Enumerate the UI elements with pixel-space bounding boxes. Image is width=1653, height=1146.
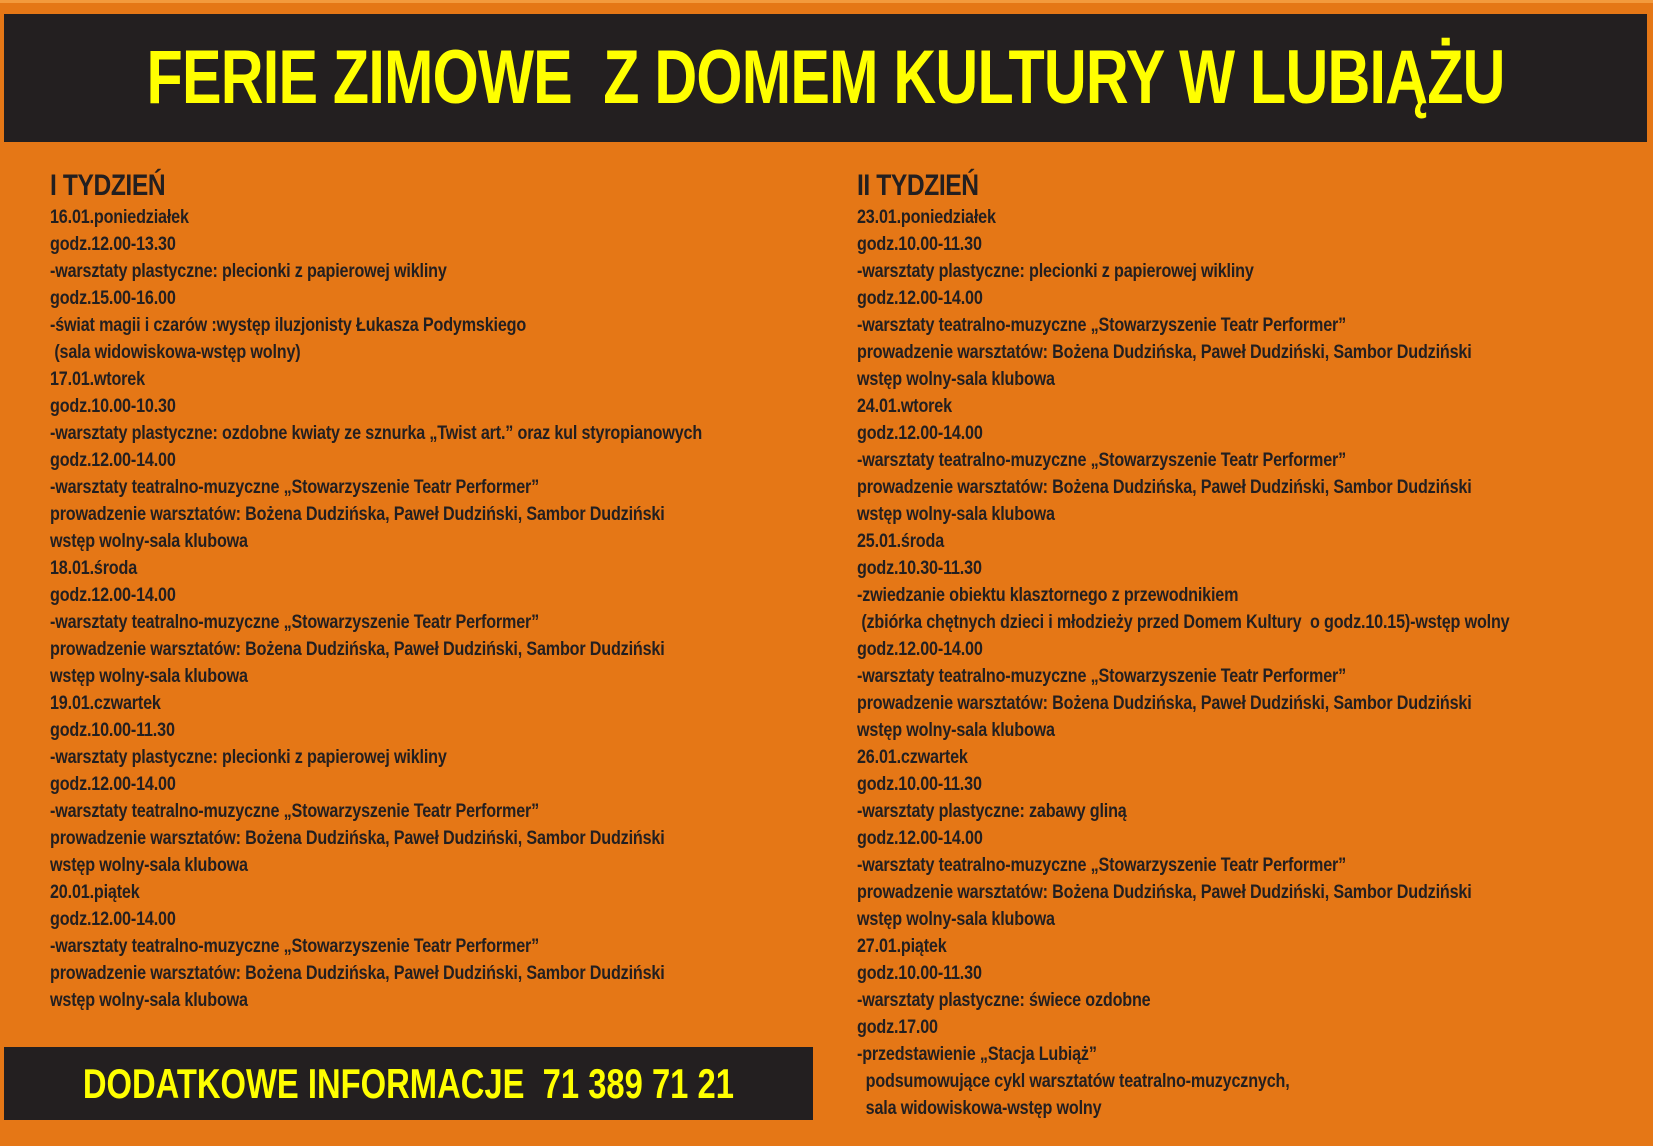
schedule-line: godz.15.00-16.00 xyxy=(50,288,176,309)
schedule-line: -warsztaty teatralno-muzyczne „Stowarzyszenie Teatr Performer” xyxy=(50,936,540,957)
schedule-line: prowadzenie warsztatów: Bożena Dudzińska, Paweł Dudziński, Sambor Dudziński xyxy=(50,504,665,525)
schedule-line: godz.12.00-14.00 xyxy=(50,909,176,930)
week-1-column xyxy=(50,168,850,1014)
info-banner xyxy=(4,1047,813,1120)
schedule-line: wstęp wolny-sala klubowa xyxy=(857,720,1055,741)
schedule-line: -warsztaty teatralno-muzyczne „Stowarzyszenie Teatr Performer” xyxy=(857,666,1347,687)
schedule-line: godz.10.00-11.30 xyxy=(857,234,982,255)
schedule-line: 24.01.wtorek xyxy=(857,396,952,417)
week-2-schedule xyxy=(857,204,1647,1122)
schedule-line: 27.01.piątek xyxy=(857,936,947,957)
schedule-line: -warsztaty plastyczne: ozdobne kwiaty ze sznurka „Twist art.” oraz kul styropianowych xyxy=(50,423,703,444)
schedule-line: 23.01.poniedziałek xyxy=(857,207,996,228)
schedule-line: godz.12.00-14.00 xyxy=(50,450,176,471)
schedule-line: godz.17.00 xyxy=(857,1017,938,1038)
schedule-line: prowadzenie warsztatów: Bożena Dudzińska, Paweł Dudziński, Sambor Dudziński xyxy=(857,477,1472,498)
schedule-line: -przedstawienie „Stacja Lubiąż” xyxy=(857,1044,1097,1065)
schedule-line: godz.12.00-14.00 xyxy=(50,774,176,795)
title-banner xyxy=(4,14,1647,142)
schedule-line: wstęp wolny-sala klubowa xyxy=(50,531,248,552)
poster-title: FERIE ZIMOWE Z DOMEM KULTURY W LUBIĄŻU xyxy=(146,35,1505,120)
schedule-line: godz.12.00-14.00 xyxy=(50,585,176,606)
schedule-line: -warsztaty teatralno-muzyczne „Stowarzyszenie Teatr Performer” xyxy=(857,315,1347,336)
schedule-line: -warsztaty plastyczne: plecionki z papierowej wikliny xyxy=(50,261,447,282)
week-1-heading: I TYDZIEŃ xyxy=(50,169,166,202)
schedule-line: 20.01.piątek xyxy=(50,882,140,903)
schedule-line: godz.10.00-11.30 xyxy=(50,720,175,741)
schedule-line: -warsztaty plastyczne: plecionki z papierowej wikliny xyxy=(857,261,1254,282)
schedule-line: godz.12.00-14.00 xyxy=(857,423,983,444)
schedule-line: prowadzenie warsztatów: Bożena Dudzińska, Paweł Dudziński, Sambor Dudziński xyxy=(50,828,665,849)
schedule-line: godz.10.00-10.30 xyxy=(50,396,176,417)
schedule-line: godz.12.00-14.00 xyxy=(857,288,983,309)
week-2-column xyxy=(857,168,1647,1122)
schedule-line: -zwiedzanie obiektu klasztornego z przewodnikiem xyxy=(857,585,1239,606)
schedule-line: godz.10.30-11.30 xyxy=(857,558,982,579)
schedule-line: wstęp wolny-sala klubowa xyxy=(857,504,1055,525)
schedule-line: 19.01.czwartek xyxy=(50,693,161,714)
schedule-line: prowadzenie warsztatów: Bożena Dudzińska, Paweł Dudziński, Sambor Dudziński xyxy=(857,342,1472,363)
schedule-line: prowadzenie warsztatów: Bożena Dudzińska, Paweł Dudziński, Sambor Dudziński xyxy=(50,963,665,984)
schedule-line: godz.12.00-14.00 xyxy=(857,828,983,849)
schedule-line: -warsztaty teatralno-muzyczne „Stowarzyszenie Teatr Performer” xyxy=(857,855,1347,876)
schedule-line: godz.12.00-14.00 xyxy=(857,639,983,660)
schedule-line: prowadzenie warsztatów: Bożena Dudzińska, Paweł Dudziński, Sambor Dudziński xyxy=(857,882,1472,903)
schedule-line: wstęp wolny-sala klubowa xyxy=(50,990,248,1011)
schedule-line: godz.10.00-11.30 xyxy=(857,774,982,795)
schedule-line: -warsztaty plastyczne: zabawy gliną xyxy=(857,801,1127,822)
schedule-line: prowadzenie warsztatów: Bożena Dudzińska, Paweł Dudziński, Sambor Dudziński xyxy=(50,639,665,660)
schedule-line: wstęp wolny-sala klubowa xyxy=(50,666,248,687)
week-1-schedule xyxy=(50,204,850,1014)
contact-info: DODATKOWE INFORMACJE 71 389 71 21 xyxy=(82,1059,735,1107)
schedule-line: 16.01.poniedziałek xyxy=(50,207,189,228)
schedule-line: podsumowujące cykl warsztatów teatralno-muzycznych, xyxy=(857,1071,1290,1092)
schedule-line: wstęp wolny-sala klubowa xyxy=(857,369,1055,390)
schedule-line: (sala widowiskowa-wstęp wolny) xyxy=(50,342,301,363)
schedule-line: prowadzenie warsztatów: Bożena Dudzińska, Paweł Dudziński, Sambor Dudziński xyxy=(857,693,1472,714)
schedule-line: godz.12.00-13.30 xyxy=(50,234,176,255)
schedule-line: -warsztaty teatralno-muzyczne „Stowarzyszenie Teatr Performer” xyxy=(50,477,540,498)
schedule-line: -warsztaty teatralno-muzyczne „Stowarzyszenie Teatr Performer” xyxy=(50,612,540,633)
schedule-line: wstęp wolny-sala klubowa xyxy=(50,855,248,876)
week-2-heading: II TYDZIEŃ xyxy=(857,169,979,202)
schedule-line: -warsztaty teatralno-muzyczne „Stowarzyszenie Teatr Performer” xyxy=(857,450,1347,471)
schedule-line: -świat magii i czarów :występ iluzjonisty Łukasza Podymskiego xyxy=(50,315,527,336)
schedule-line: (zbiórka chętnych dzieci i młodzieży przed Domem Kultury o godz.10.15)-wstęp wolny xyxy=(857,612,1510,633)
schedule-line: 18.01.środa xyxy=(50,558,138,579)
schedule-line: 17.01.wtorek xyxy=(50,369,145,390)
schedule-line: -warsztaty teatralno-muzyczne „Stowarzyszenie Teatr Performer” xyxy=(50,801,540,822)
schedule-line: 26.01.czwartek xyxy=(857,747,968,768)
schedule-line: 25.01.środa xyxy=(857,531,945,552)
schedule-line: -warsztaty plastyczne: plecionki z papierowej wikliny xyxy=(50,747,447,768)
schedule-line: sala widowiskowa-wstęp wolny xyxy=(857,1098,1102,1119)
schedule-line: -warsztaty plastyczne: świece ozdobne xyxy=(857,990,1151,1011)
schedule-line: wstęp wolny-sala klubowa xyxy=(857,909,1055,930)
schedule-line: godz.10.00-11.30 xyxy=(857,963,982,984)
